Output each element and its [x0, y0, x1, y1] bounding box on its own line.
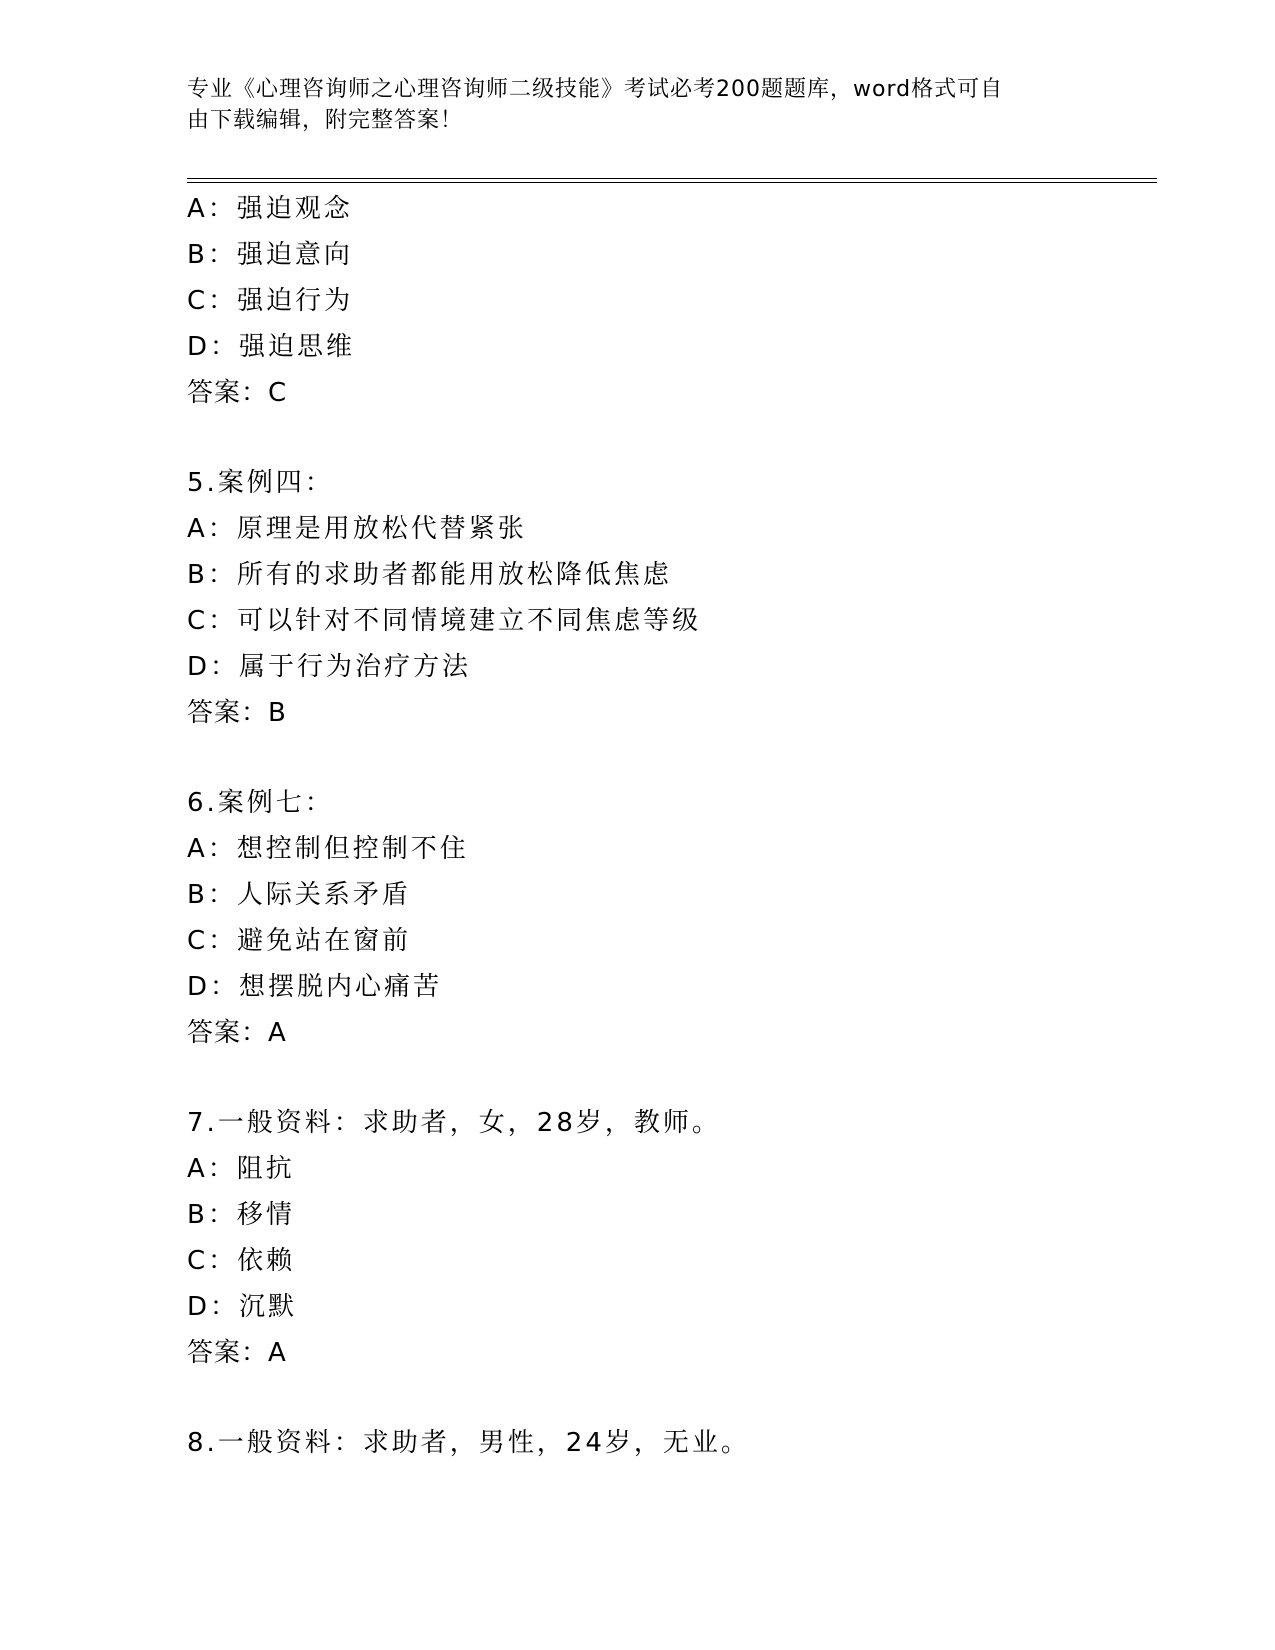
option-c: C：依赖	[187, 1246, 296, 1276]
question-block-7	[187, 1100, 1157, 1376]
option-b: B：移情	[187, 1200, 295, 1230]
option-b: B：人际关系矛盾	[187, 880, 411, 910]
spacer	[187, 416, 1157, 460]
answer-line: 答案：A	[187, 1338, 287, 1368]
answer-line: 答案：C	[187, 378, 288, 408]
header-rule-bottom	[187, 182, 1157, 183]
question-stem: 6.案例七：	[187, 788, 334, 818]
answer-line: 答案：B	[187, 698, 287, 728]
option-d: D：强迫思维	[187, 332, 356, 362]
option-d: D：沉默	[187, 1292, 298, 1322]
option-a: A：想控制但控制不住	[187, 834, 469, 864]
question-stem: 5.案例四：	[187, 468, 334, 498]
option-c: C：避免站在窗前	[187, 926, 412, 956]
document-header	[187, 74, 1067, 136]
option-c: C：可以针对不同情境建立不同焦虑等级	[187, 606, 702, 636]
option-a: A：阻抗	[187, 1154, 295, 1184]
spacer	[187, 736, 1157, 780]
question-block-6	[187, 780, 1157, 1056]
option-a: A：原理是用放松代替紧张	[187, 514, 527, 544]
question-stem: 7.一般资料：求助者，女，28岁，教师。	[187, 1108, 721, 1138]
option-a: A：强迫观念	[187, 194, 353, 224]
spacer	[187, 1056, 1157, 1100]
option-b: B：所有的求助者都能用放松降低焦虑	[187, 560, 672, 590]
question-block-4	[187, 186, 1157, 416]
intro-line-1: 专业《心理咨询师之心理咨询师二级技能》考试必考200题题库，word格式可自	[187, 77, 1004, 102]
question-block-8	[187, 1420, 1157, 1466]
option-c: C：强迫行为	[187, 286, 354, 316]
option-d: D：属于行为治疗方法	[187, 652, 472, 682]
spacer	[187, 1376, 1157, 1420]
question-block-5	[187, 460, 1157, 736]
option-b: B：强迫意向	[187, 240, 353, 270]
option-d: D：想摆脱内心痛苦	[187, 972, 443, 1002]
question-list	[187, 186, 1157, 1466]
intro-line-2: 由下载编辑，附完整答案！	[187, 108, 464, 133]
question-stem: 8.一般资料：求助者，男性，24岁，无业。	[187, 1428, 750, 1458]
answer-line: 答案：A	[187, 1018, 287, 1048]
header-rule-top	[187, 178, 1157, 179]
